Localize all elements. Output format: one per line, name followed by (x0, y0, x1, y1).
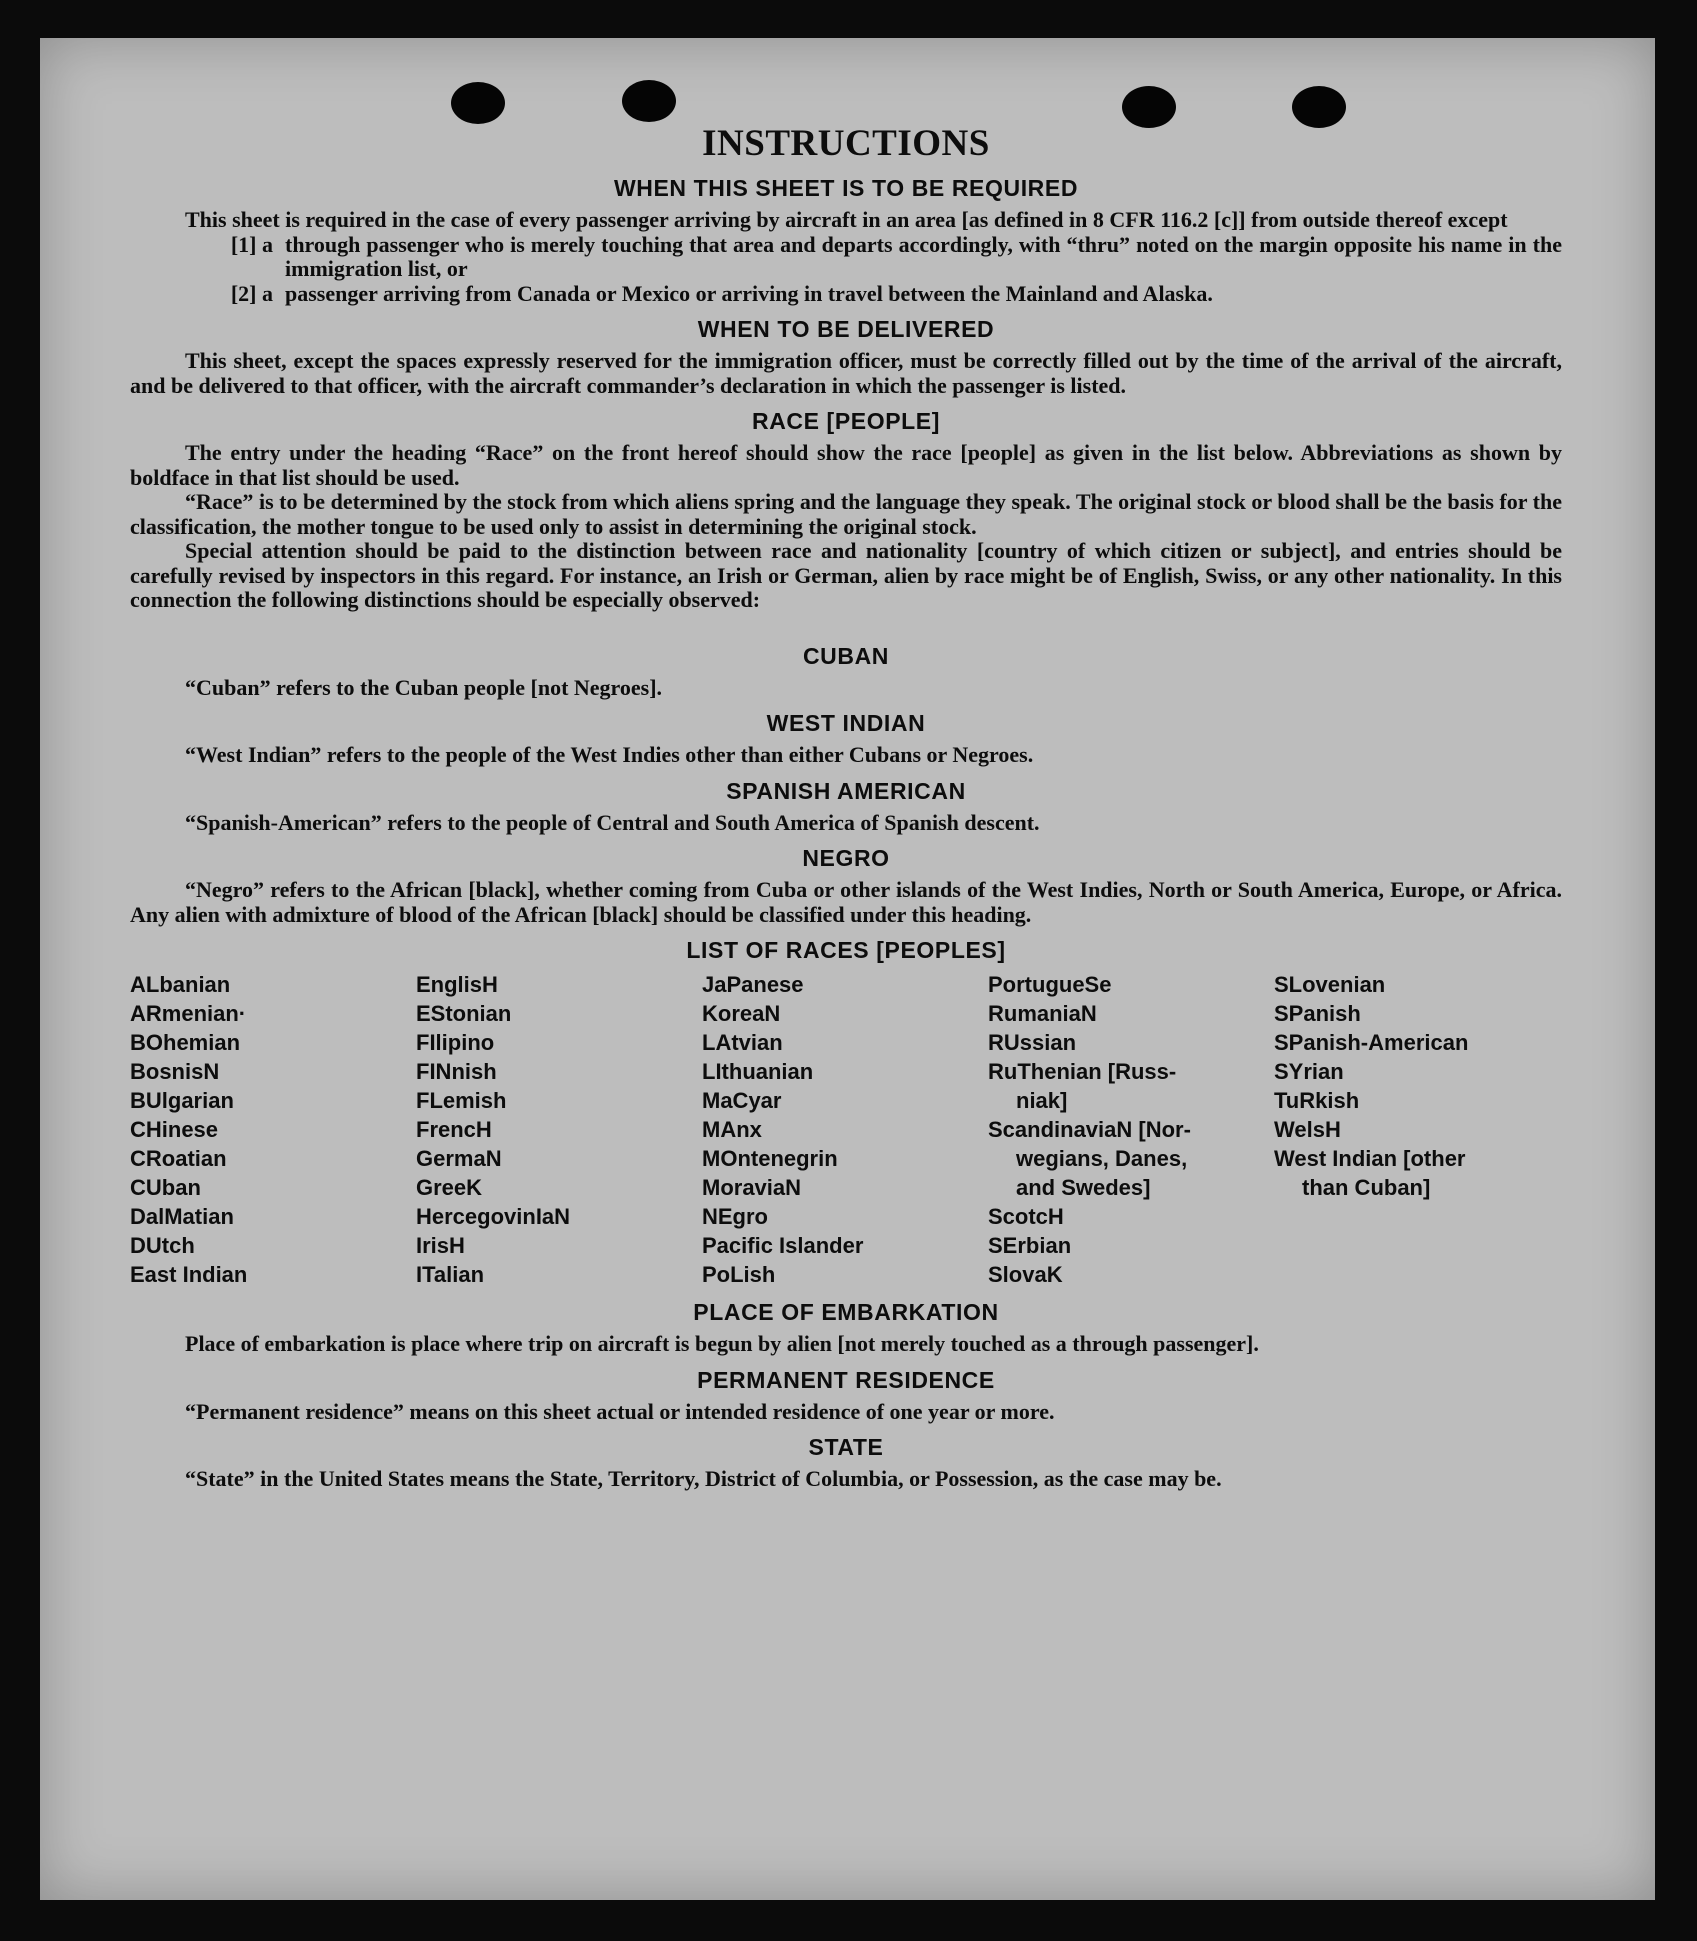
race-entry: FrencH (416, 1117, 492, 1142)
race-entry: CRoatian (130, 1146, 227, 1171)
race-entry: than Cuban] (1302, 1175, 1431, 1200)
race-entry: SLovenian (1274, 972, 1386, 997)
race-entry: LAtvian (702, 1030, 783, 1055)
section-paragraph: This sheet is required in the case of every passenger arriving by aircraft in an area [as defined in 8 CFR 116.2 [c]] from outside thereof except (185, 207, 1508, 232)
section-paragraph: “Cuban” refers to the Cuban people [not Negroes]. (185, 674, 663, 700)
race-entry: MOntenegrin (702, 1146, 838, 1171)
race-entry: NEgro (702, 1204, 768, 1229)
section-heading: CUBAN (802, 642, 890, 669)
race-entry: wegians, Danes, (1016, 1146, 1188, 1171)
race-entry: LIthuanian (702, 1059, 814, 1084)
race-entry: ScotcH (988, 1204, 1064, 1229)
list-item-text: through passenger who is merely touching that area and departs accordingly, with “thru” noted on the margin opposite his name in the immigration list, or (285, 231, 1562, 281)
race-entry: CHinese (130, 1117, 219, 1142)
race-entry: West Indian [other (1274, 1146, 1466, 1171)
section-paragraph: “West Indian” refers to the people of the West Indies other than either Cubans or Negroes. (185, 742, 1034, 767)
list-item (130, 233, 1562, 282)
section-heading: WHEN THIS SHEET IS TO BE REQUIRED (613, 175, 1079, 201)
race-entry: ITalian (416, 1262, 485, 1287)
race-entry: East Indian (130, 1262, 248, 1287)
section-heading: PERMANENT RESIDENCE (697, 1366, 995, 1393)
race-entry: CUban (130, 1175, 201, 1200)
punch-hole (622, 80, 676, 122)
race-entry: FINnish (416, 1059, 497, 1084)
list-item-number: [2] a (230, 280, 273, 306)
race-entry: SErbian (988, 1233, 1072, 1258)
race-entry: WelsH (1274, 1117, 1341, 1142)
race-entry: JaPanese (702, 972, 804, 997)
race-entry: EnglisH (416, 972, 498, 997)
race-entry: and Swedes] (1016, 1175, 1151, 1200)
section-paragraph: Place of embarkation is place where trip on aircraft is begun by alien [not merely touched as a through passenger]. (185, 1331, 1259, 1356)
race-entry: niak] (1016, 1088, 1068, 1113)
document-sheet (40, 38, 1655, 1900)
list-item (130, 282, 1562, 307)
race-column (1274, 970, 1560, 1289)
race-entry: Pacific Islander (702, 1233, 864, 1258)
list-item-number: [1] a (230, 231, 273, 257)
race-column (130, 970, 416, 1289)
race-entry: SlovaK (988, 1262, 1063, 1287)
race-entry: GermaN (416, 1146, 502, 1171)
race-entry: BOhemian (130, 1030, 241, 1055)
section-heading: LIST OF RACES [PEOPLES] (686, 937, 1006, 963)
page-title: INSTRUCTIONS (702, 123, 990, 164)
section-paragraph: “Negro” refers to the African [black], whether coming from Cuba or other islands of the West Indies, North or South America, Europe, or Africa. Any alien with admixture of blood of the African [black] should be classified under this heading. (130, 877, 1562, 927)
race-entry: DUtch (130, 1233, 195, 1258)
race-entry: MoraviaN (702, 1175, 802, 1200)
punch-hole (451, 82, 505, 124)
race-entry: KoreaN (702, 1001, 781, 1026)
section-paragraph: The entry under the heading “Race” on the front hereof should show the race [people] as given in the list below. Abbreviations as shown by boldface in that list should be used. (130, 440, 1562, 490)
race-entry: SPanish (1274, 1001, 1361, 1026)
race-entry: RuThenian [Russ- (988, 1059, 1177, 1084)
race-entry: TuRkish (1274, 1088, 1360, 1113)
section-heading: NEGRO (802, 845, 890, 871)
section-heading: PLACE OF EMBARKATION (693, 1299, 999, 1325)
race-entry: ARmenian· (130, 1001, 247, 1026)
race-entry: RUssian (988, 1030, 1077, 1055)
race-entry: IrisH (416, 1233, 465, 1258)
race-entry: RumaniaN (988, 1001, 1097, 1026)
list-item-text: passenger arriving from Canada or Mexico or arriving in travel between the Mainland and Alaska. (285, 280, 1213, 306)
section-paragraph: “Spanish-American” refers to the people of Central and South America of Spanish descent. (185, 809, 1040, 835)
section-heading: WEST INDIAN (766, 710, 926, 736)
race-entry: BUlgarian (130, 1088, 234, 1113)
race-entry: ScandinaviaN [Nor- (988, 1117, 1191, 1142)
section-paragraph: “State” in the United States means the State, Territory, District of Columbia, or Possession, as the case may be. (185, 1466, 1222, 1491)
race-entry: FIlipino (416, 1030, 495, 1055)
race-entry: SPanish-American (1274, 1030, 1469, 1055)
race-column (702, 970, 988, 1289)
race-entry: MAnx (702, 1117, 762, 1142)
section-heading: RACE [PEOPLE] (752, 408, 940, 434)
section-heading: STATE (808, 1434, 884, 1460)
section-paragraph: Special attention should be paid to the distinction between race and nationality [country of which citizen or subject], and entries should be carefully revised by inspectors in this regard. For instance, an Irish or German, alien by race might be of English, Swiss, or any other nationality. In this connection the following distinctions should be especially observed: (130, 538, 1562, 612)
race-entry: HercegovinIaN (416, 1204, 571, 1229)
race-entry: PortugueSe (988, 972, 1112, 997)
race-entry: BosnisN (130, 1059, 220, 1084)
race-list (130, 970, 1562, 1289)
race-column (988, 970, 1274, 1289)
section-paragraph: This sheet, except the spaces expressly reserved for the immigration officer, must be correctly filled out by the time of the arrival of the aircraft, and be delivered to that officer, with the aircraft commander’s declaration in which the passenger is listed. (130, 348, 1562, 398)
instructions-content (130, 122, 1562, 1492)
race-column (416, 970, 702, 1289)
section-heading: SPANISH AMERICAN (726, 777, 966, 804)
section-paragraph: “Permanent residence” means on this sheet actual or intended residence of one year or more. (185, 1398, 1055, 1424)
section-paragraph: “Race” is to be determined by the stock from which aliens spring and the language they speak. The original stock or blood shall be the basis for the classification, the mother tongue to be used only to assist in determining the original stock. (130, 489, 1562, 539)
section-heading: WHEN TO BE DELIVERED (697, 316, 995, 342)
race-entry: SYrian (1274, 1059, 1344, 1084)
race-entry: EStonian (416, 1001, 512, 1026)
race-entry: MaCyar (702, 1088, 782, 1113)
race-entry: PoLish (702, 1262, 776, 1287)
race-entry: DalMatian (130, 1204, 234, 1229)
race-entry: GreeK (416, 1175, 483, 1200)
race-entry: ALbanian (130, 972, 231, 997)
race-entry: FLemish (416, 1088, 507, 1113)
